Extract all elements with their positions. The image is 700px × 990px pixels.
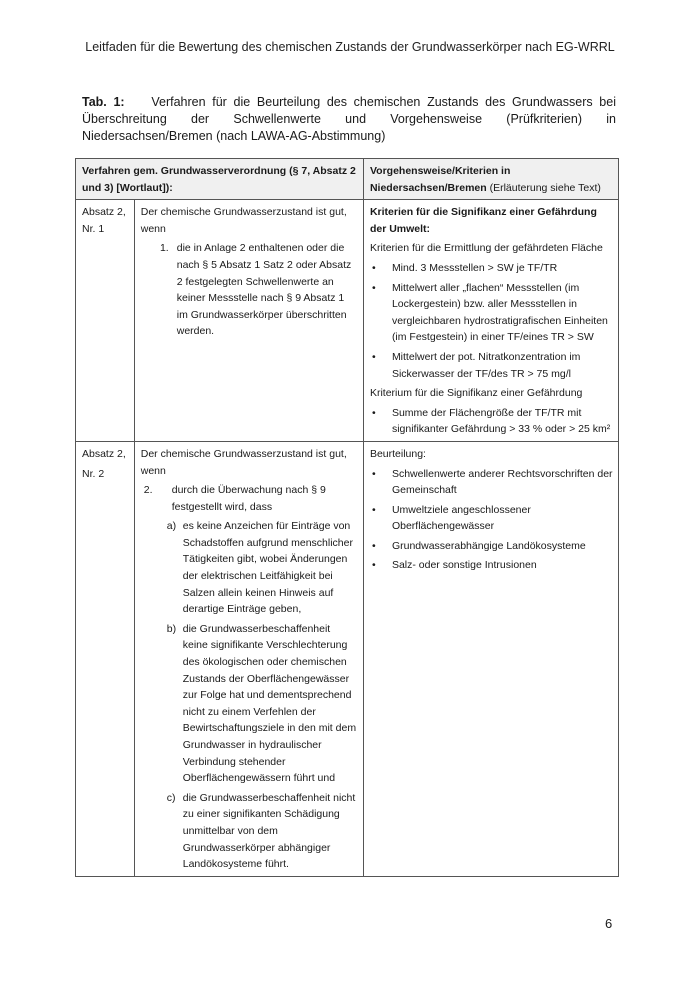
page-number: 6: [605, 916, 613, 931]
header-right: [363, 159, 618, 200]
list-item: • Salz- oder sonstige Intrusionen: [371, 559, 537, 572]
row2-assessment: [363, 441, 618, 876]
row2-item-number: 2.: [143, 484, 153, 497]
table-row: [76, 200, 619, 442]
list-item: • Grundwasserabhängige Landökosysteme: [371, 539, 586, 552]
table-caption: Tab. 1: Verfahren für die Beurteilung des chemischen Zustands des Grundwassers bei Überschreitung der Schwellenwerte und Vorgehensweise (Prüfkriterien) in Niedersachsen/Bremen (nach LAWA-AG-Abstimmung): [82, 95, 616, 143]
list-item: • Mittelwert der pot. Nitratkonzentration im Sickerwasser der TF/des TR > 75 mg/l: [371, 350, 581, 380]
row2-legal-text: [134, 441, 363, 876]
table-header-row: [76, 159, 619, 200]
list-item: a) es keine Anzeichen für Einträge von Schadstoffen aufgrund menschlicher Tätigkeiten gibt, wobei Änderungen der elektrischen Leitfähigkeit bei Salzen allein keinen Hinweis auf derartige Einträge geben,: [166, 520, 353, 616]
row1-legal-text: [134, 200, 363, 442]
header-right-bold: Vorgehensweise/Kriterien in Niedersachsen/Bremen: [369, 165, 511, 194]
row1-label: Absatz 2, Nr. 1: [76, 200, 135, 442]
row1-item-text: die in Anlage 2 enthaltenen oder die nach § 5 Absatz 1 Satz 2 oder Absatz 2 festgelegten Schwellenwerte an keiner Messstelle nach § 9 Absatz 1 im Grundwasserkörper überschritten werden.: [176, 242, 352, 338]
table-row: [76, 441, 619, 876]
row1-criteria: [363, 200, 618, 442]
list-item: • Mittelwert aller „flachen“ Messstellen (im Lockergestein) bzw. aller Messstellen in vergleichbaren hydrostratigrafischen Einheiten (im Festgestein) in einer TF/eines TR > SW: [371, 281, 608, 344]
caption-text: Verfahren für die Beurteilung des chemischen Zustands des Grundwassers bei Überschreitung der Schwellenwerte und Vorgehensweise (Prüfkriterien) in Niedersachsen/Bremen (nach LAWA-AG-Abstimmung): [82, 95, 616, 143]
row2-label: Absatz 2, Nr. 2: [76, 441, 135, 876]
row1-criteria-sub1: Kriterien für die Ermittlung der gefährdeten Fläche: [369, 242, 603, 255]
list-item: • Mind. 3 Messstellen > SW je TF/TR: [371, 261, 558, 274]
list-item: • Summe der Flächengröße der TF/TR mit signifikanter Gefährdung > 33 % oder > 25 km²: [371, 406, 611, 436]
row1-item-number: 1.: [159, 242, 169, 255]
list-item: c) die Grundwasserbeschaffenheit nicht zu einer signifikanten Schädigung unmittelbar von dem Grundwasserkörper abhängiger Landökosysteme führt.: [166, 791, 356, 871]
row2-item-text: durch die Überwachung nach § 9 festgestellt wird, dass: [171, 484, 326, 513]
row1-criteria-title: Kriterien für die Signifikanz einer Gefährdung der Umwelt:: [369, 206, 597, 235]
row1-criteria-sub2: Kriterium für die Signifikanz einer Gefährdung: [369, 387, 583, 400]
header-right-note: (Erläuterung siehe Text): [489, 181, 601, 194]
row2-intro: Der chemische Grundwasserzustand ist gut, wenn: [140, 447, 347, 477]
list-item: • Schwellenwerte anderer Rechtsvorschriften der Gemeinschaft: [371, 467, 613, 497]
row2-assessment-title: Beurteilung:: [369, 447, 426, 460]
list-item: • Umweltziele angeschlossener Oberflächengewässer: [371, 503, 531, 533]
running-header: Leitfaden für die Bewertung des chemischen Zustands der Grundwasserkörper nach EG-WRRL: [85, 40, 615, 54]
list-item: b) die Grundwasserbeschaffenheit keine signifikante Verschlechterung des ökologischen oder chemischen Zustands der Oberflächengewässer zur Folge hat und dementsprechend nicht zu einem Verfehlen der Bewirtschaftungsziele in den mit dem Grundwasser in hydraulischer Verbindung stehender Oberflächengewässern führt und: [166, 622, 357, 785]
caption-label: Tab. 1: [82, 95, 121, 109]
criteria-table: [75, 158, 619, 877]
header-left: Verfahren gem. Grundwasserverordnung (§ 7, Absatz 2 und 3) [Wortlaut]):: [76, 159, 364, 200]
row1-intro: Der chemische Grundwasserzustand ist gut, wenn: [140, 206, 347, 235]
